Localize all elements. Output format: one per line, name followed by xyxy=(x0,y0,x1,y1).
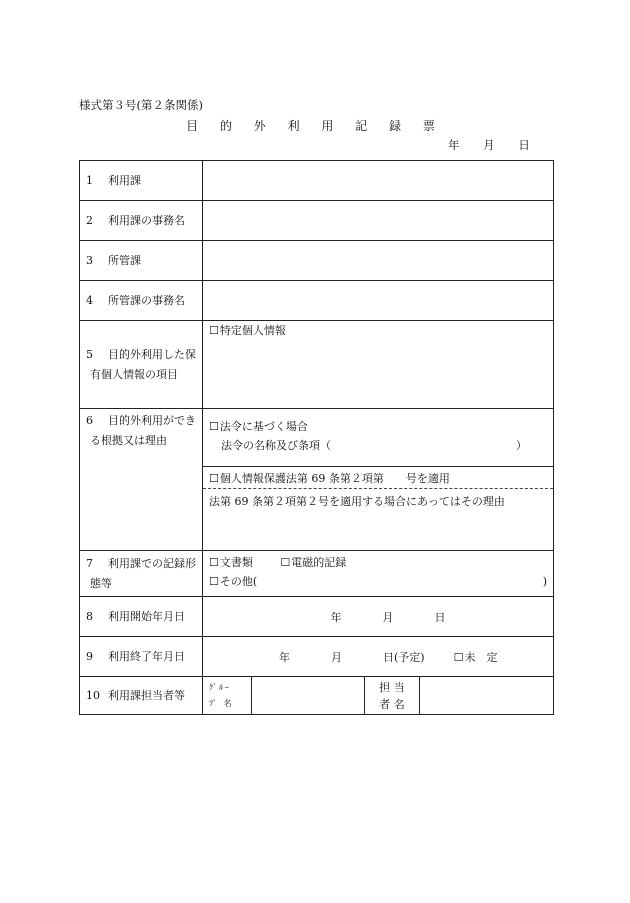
label-responsible-section-task: 4 所管課の事務名 xyxy=(80,281,203,321)
row-information-items xyxy=(80,321,554,409)
checkbox-icon: ☐ xyxy=(280,556,291,569)
row-using-section-task xyxy=(80,201,554,241)
field-information-items xyxy=(203,321,554,409)
label-information-items: 5 目的外利用した保 有個人情報の項目 xyxy=(80,321,203,409)
field-end-date[interactable]: 年 月 日(予定) ☐未 定 xyxy=(203,637,554,677)
law-name-line[interactable]: 法令の名称及び条項（ ） xyxy=(221,439,527,452)
date-year-label: 年 xyxy=(448,138,460,152)
label-group-name: ｸﾞﾙｰ ﾌﾟ 名 xyxy=(203,677,252,715)
label-end-date: 9 利用終了年月日 xyxy=(80,637,203,677)
checkbox-icon: ☐ xyxy=(209,556,219,569)
row-responsible-section-task xyxy=(80,281,554,321)
label-legal-basis: 6 目的外利用ができ る根拠又は理由 xyxy=(80,409,203,551)
checkbox-icon: ☐ xyxy=(209,324,219,337)
row-person-in-charge xyxy=(80,677,554,715)
field-responsible-section-task[interactable] xyxy=(203,281,554,321)
row-record-format xyxy=(80,551,554,597)
field-record-format xyxy=(203,551,554,597)
field-group-name[interactable] xyxy=(252,677,365,715)
row-responsible-section xyxy=(80,241,554,281)
reason-field[interactable]: 法第 69 条第２項第２号を適用する場合にあってはその理由 xyxy=(203,488,553,514)
label-person-name: 担 当 者 名 xyxy=(365,677,420,715)
label-start-date: 8 利用開始年月日 xyxy=(80,597,203,637)
checkbox-other[interactable]: ☐その他( ) xyxy=(209,575,547,588)
checkbox-icon: ☐ xyxy=(209,472,219,485)
checkbox-law-based[interactable]: ☐法令に基づく場合 xyxy=(209,420,308,433)
record-form-table xyxy=(79,160,554,715)
label-record-format: 7 利用課での記録形 態等 xyxy=(80,551,203,597)
date-month-label: 月 xyxy=(483,138,495,152)
field-responsible-section[interactable] xyxy=(203,241,554,281)
label-using-section: 1 利用課 xyxy=(80,161,203,201)
form-number: 様式第３号(第２条関係) xyxy=(79,98,203,112)
row-using-section xyxy=(80,161,554,201)
label-responsible-section: 3 所管課 xyxy=(80,241,203,281)
field-person-name[interactable] xyxy=(420,677,554,715)
checkbox-icon: ☐ xyxy=(209,420,219,433)
row-start-date xyxy=(80,597,554,637)
row-end-date xyxy=(80,637,554,677)
field-legal-basis xyxy=(203,409,554,551)
checkbox-icon: ☐ xyxy=(453,650,464,664)
checkbox-icon: ☐ xyxy=(209,575,219,588)
label-using-section-task: 2 利用課の事務名 xyxy=(80,201,203,241)
checkbox-specific-personal-info[interactable]: ☐特定個人情報 xyxy=(209,324,286,337)
form-title: 目 的 外 利 用 記 録 票 xyxy=(186,119,444,133)
checkbox-undecided[interactable]: ☐未 定 xyxy=(453,650,498,664)
checkbox-electronic[interactable]: ☐電磁的記録 xyxy=(280,556,347,569)
checkbox-privacy-act[interactable]: ☐個人情報保護法第 69 条第２項第 号を適用 xyxy=(203,466,553,488)
header-date xyxy=(448,137,550,153)
label-person-in-charge: 10 利用課担当者等 xyxy=(80,677,203,715)
checkbox-documents[interactable]: ☐文書類 xyxy=(209,556,253,569)
date-day-label: 日 xyxy=(518,138,530,152)
row-legal-basis xyxy=(80,409,554,551)
field-start-date[interactable]: 年 月 日 xyxy=(203,597,554,637)
field-using-section[interactable] xyxy=(203,161,554,201)
field-using-section-task[interactable] xyxy=(203,201,554,241)
